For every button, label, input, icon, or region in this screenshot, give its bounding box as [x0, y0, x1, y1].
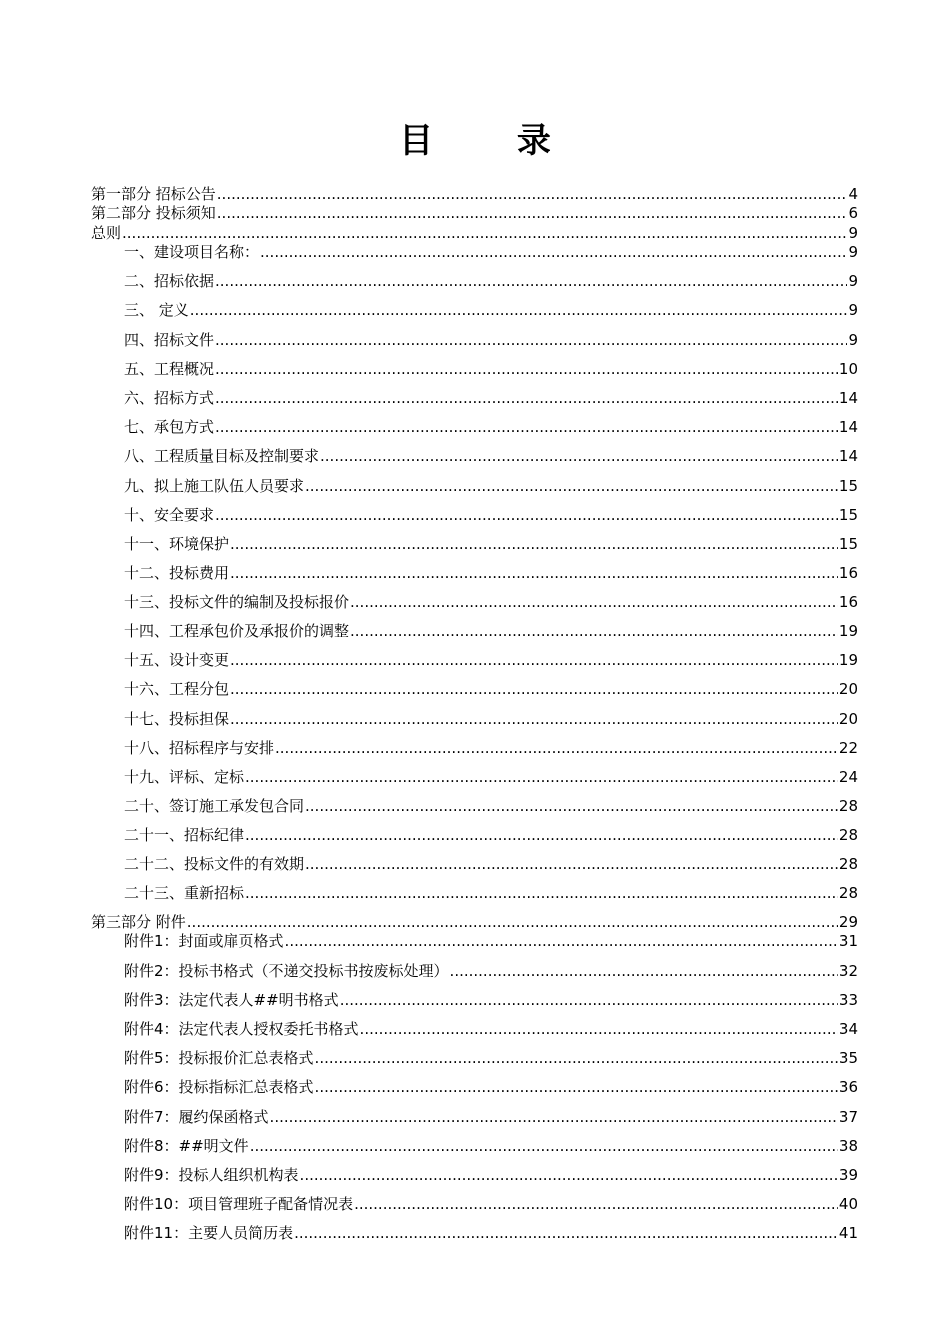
- toc-entry[interactable]: [124, 1165, 858, 1185]
- toc-entry-page-number: 28: [838, 855, 858, 873]
- toc-leader-dots: [215, 417, 838, 437]
- toc-entry-label: 十三、投标文件的编制及投标报价: [124, 593, 350, 611]
- toc-entry-page-number: 34: [838, 1020, 858, 1038]
- toc-leader-dots: [360, 1019, 838, 1039]
- toc-entry-page-number: 28: [838, 826, 858, 844]
- toc-entry-label: 二十、签订施工承发包合同: [124, 797, 305, 815]
- toc-entry-page-number: 20: [838, 710, 858, 728]
- toc-entry[interactable]: [124, 330, 858, 350]
- toc-entry-label: 十二、投标费用: [124, 564, 230, 582]
- toc-entry-label: 十一、环境保护: [124, 535, 230, 553]
- toc-entry[interactable]: [124, 1077, 858, 1097]
- toc-entry[interactable]: [124, 505, 858, 525]
- toc-entry-page-number: 9: [848, 301, 858, 319]
- toc-entry[interactable]: [124, 825, 858, 845]
- toc-leader-dots: [215, 388, 838, 408]
- toc-entry-page-number: 41: [838, 1224, 858, 1242]
- toc-entry[interactable]: [124, 961, 858, 981]
- toc-entry-label: 附件6：投标指标汇总表格式: [124, 1078, 314, 1096]
- toc-entry-label: 十九、评标、定标: [124, 768, 245, 786]
- toc-entry-page-number: 38: [838, 1137, 858, 1155]
- toc-leader-dots: [350, 621, 838, 641]
- toc-leader-dots: [250, 1136, 838, 1156]
- toc-entry[interactable]: [124, 300, 858, 320]
- toc-leader-dots: [230, 709, 838, 729]
- toc-entry-page-number: 16: [838, 564, 858, 582]
- toc-entry[interactable]: [91, 912, 858, 932]
- toc-entry-label: 附件5：投标报价汇总表格式: [124, 1049, 314, 1067]
- toc-entry[interactable]: [124, 1019, 858, 1039]
- toc-entry[interactable]: [124, 359, 858, 379]
- toc-entry-label: 二十一、招标纪律: [124, 826, 245, 844]
- toc-leader-dots: [315, 1077, 838, 1097]
- toc-entry-page-number: 9: [848, 224, 858, 242]
- toc-entry-label: 附件1：封面或扉页格式: [124, 932, 284, 950]
- toc-entry-label: 附件3：法定代表人##明书格式: [124, 991, 339, 1009]
- toc-entry[interactable]: [124, 592, 858, 612]
- toc-entry[interactable]: [91, 223, 858, 243]
- toc-leader-dots: [190, 300, 848, 320]
- toc-entry[interactable]: [124, 1136, 858, 1156]
- toc-entry-label: 附件4：法定代表人授权委托书格式: [124, 1020, 359, 1038]
- toc-entry-page-number: 24: [838, 768, 858, 786]
- toc-entry[interactable]: [124, 476, 858, 496]
- toc-leader-dots: [230, 650, 838, 670]
- toc-leader-dots: [215, 330, 847, 350]
- toc-leader-dots: [217, 184, 848, 204]
- toc-entry-label: 六、招标方式: [124, 389, 215, 407]
- toc-entry-label: 九、拟上施工队伍人员要求: [124, 477, 305, 495]
- toc-leader-dots: [245, 883, 838, 903]
- toc-entry-label: 附件10：项目管理班子配备情况表: [124, 1195, 354, 1213]
- toc-entry-page-number: 29: [838, 913, 858, 931]
- toc-entry-page-number: 36: [838, 1078, 858, 1096]
- toc-entry-page-number: 39: [838, 1166, 858, 1184]
- toc-entry-label: 附件8：##明文件: [124, 1137, 249, 1155]
- toc-entry-label: 二十三、重新招标: [124, 884, 245, 902]
- toc-entry-page-number: 15: [838, 477, 858, 495]
- toc-leader-dots: [450, 961, 838, 981]
- toc-entry-label: 二、招标依据: [124, 272, 215, 290]
- toc-leader-dots: [245, 825, 838, 845]
- toc-leader-dots: [217, 203, 848, 223]
- toc-entry-page-number: 6: [848, 204, 858, 222]
- toc-leader-dots: [230, 563, 838, 583]
- toc-leader-dots: [340, 990, 838, 1010]
- toc-entry[interactable]: [124, 621, 858, 641]
- toc-leader-dots: [245, 767, 838, 787]
- toc-leader-dots: [305, 796, 838, 816]
- toc-entry-page-number: 4: [848, 185, 858, 203]
- toc-leader-dots: [275, 738, 838, 758]
- toc-entry[interactable]: [91, 184, 858, 204]
- toc-entry-label: 第二部分 投标须知: [91, 204, 216, 222]
- toc-entry-label: 附件7：履约保函格式: [124, 1108, 269, 1126]
- toc-entry-page-number: 14: [838, 418, 858, 436]
- toc-leader-dots: [122, 223, 847, 243]
- toc-entry[interactable]: [124, 1223, 858, 1243]
- toc-entry-page-number: 20: [838, 680, 858, 698]
- toc-leader-dots: [215, 271, 847, 291]
- toc-entry-label: 十七、投标担保: [124, 710, 230, 728]
- toc-entry-page-number: 19: [838, 651, 858, 669]
- toc-entry-page-number: 35: [838, 1049, 858, 1067]
- toc-entry[interactable]: [124, 883, 858, 903]
- toc-entry[interactable]: [124, 990, 858, 1010]
- toc-title: 目 录: [399, 121, 587, 161]
- toc-entry-label: 四、招标文件: [124, 331, 215, 349]
- toc-entry-page-number: 37: [838, 1108, 858, 1126]
- toc-entry-page-number: 31: [838, 932, 858, 950]
- toc-entry[interactable]: [124, 271, 858, 291]
- toc-entry-label: 一、建设项目名称：: [124, 243, 260, 261]
- toc-leader-dots: [215, 359, 838, 379]
- toc-leader-dots: [294, 1223, 838, 1243]
- toc-leader-dots: [315, 1048, 838, 1068]
- toc-entry[interactable]: [124, 796, 858, 816]
- toc-entry-label: 附件9：投标人组织机构表: [124, 1166, 299, 1184]
- toc-entry-page-number: 14: [838, 389, 858, 407]
- toc-entry[interactable]: [124, 931, 858, 951]
- toc-entry[interactable]: [124, 563, 858, 583]
- toc-entry[interactable]: [124, 854, 858, 874]
- toc-entry-page-number: 9: [848, 331, 858, 349]
- toc-entry-page-number: 15: [838, 535, 858, 553]
- toc-entry[interactable]: [124, 242, 858, 262]
- toc-entry[interactable]: [124, 417, 858, 437]
- toc-leader-dots: [320, 446, 838, 466]
- toc-entry[interactable]: [124, 534, 858, 554]
- toc-entry-page-number: 32: [838, 962, 858, 980]
- toc-leader-dots: [305, 854, 838, 874]
- toc-entry-page-number: 15: [838, 506, 858, 524]
- toc-entry-label: 第一部分 招标公告: [91, 185, 216, 203]
- toc-entry[interactable]: [124, 767, 858, 787]
- toc-entry-page-number: 16: [838, 593, 858, 611]
- toc-leader-dots: [305, 476, 838, 496]
- toc-entry-label: 七、承包方式: [124, 418, 215, 436]
- toc-entry[interactable]: [124, 1048, 858, 1068]
- toc-entry-label: 五、工程概况: [124, 360, 215, 378]
- toc-leader-dots: [230, 534, 838, 554]
- toc-entry[interactable]: [124, 738, 858, 758]
- toc-entry[interactable]: [124, 1194, 858, 1214]
- toc-entry[interactable]: [91, 203, 858, 223]
- toc-leader-dots: [187, 912, 838, 932]
- toc-entry-page-number: 28: [838, 797, 858, 815]
- toc-entry-label: 二十二、投标文件的有效期: [124, 855, 305, 873]
- toc-entry[interactable]: [124, 679, 858, 699]
- toc-entry-page-number: 28: [838, 884, 858, 902]
- toc-entry-label: 十六、工程分包: [124, 680, 230, 698]
- toc-entry-label: 十四、工程承包价及承报价的调整: [124, 622, 350, 640]
- toc-entry[interactable]: [124, 388, 858, 408]
- toc-entry-page-number: 9: [848, 272, 858, 290]
- toc-leader-dots: [230, 679, 838, 699]
- toc-leader-dots: [260, 242, 847, 262]
- toc-entry-page-number: 10: [838, 360, 858, 378]
- toc-entry-page-number: 14: [838, 447, 858, 465]
- toc-entry-page-number: 22: [838, 739, 858, 757]
- toc-leader-dots: [270, 1107, 838, 1127]
- toc-entry-label: 附件11：主要人员简历表: [124, 1224, 294, 1242]
- toc-leader-dots: [285, 931, 838, 951]
- toc-entry[interactable]: [124, 709, 858, 729]
- toc-entry-label: 十八、招标程序与安排: [124, 739, 275, 757]
- toc-entry-label: 十、安全要求: [124, 506, 215, 524]
- toc-entry-page-number: 19: [838, 622, 858, 640]
- toc-entry-page-number: 33: [838, 991, 858, 1009]
- toc-leader-dots: [215, 505, 838, 525]
- toc-entry-page-number: 9: [848, 243, 858, 261]
- toc-leader-dots: [300, 1165, 838, 1185]
- toc-entry-label: 第三部分 附件: [91, 913, 186, 931]
- toc-entry-label: 八、工程质量目标及控制要求: [124, 447, 320, 465]
- toc-leader-dots: [350, 592, 838, 612]
- toc-entry[interactable]: [124, 446, 858, 466]
- toc-entry-page-number: 40: [838, 1195, 858, 1213]
- toc-entry-label: 十五、设计变更: [124, 651, 230, 669]
- toc-entry-label: 三、 定义: [124, 301, 189, 319]
- toc-entry-label: 附件2：投标书格式（不递交投标书按废标处理）: [124, 962, 449, 980]
- toc-entry[interactable]: [124, 650, 858, 670]
- toc-entry-label: 总则: [91, 224, 122, 242]
- toc-leader-dots: [354, 1194, 838, 1214]
- toc-entry[interactable]: [124, 1107, 858, 1127]
